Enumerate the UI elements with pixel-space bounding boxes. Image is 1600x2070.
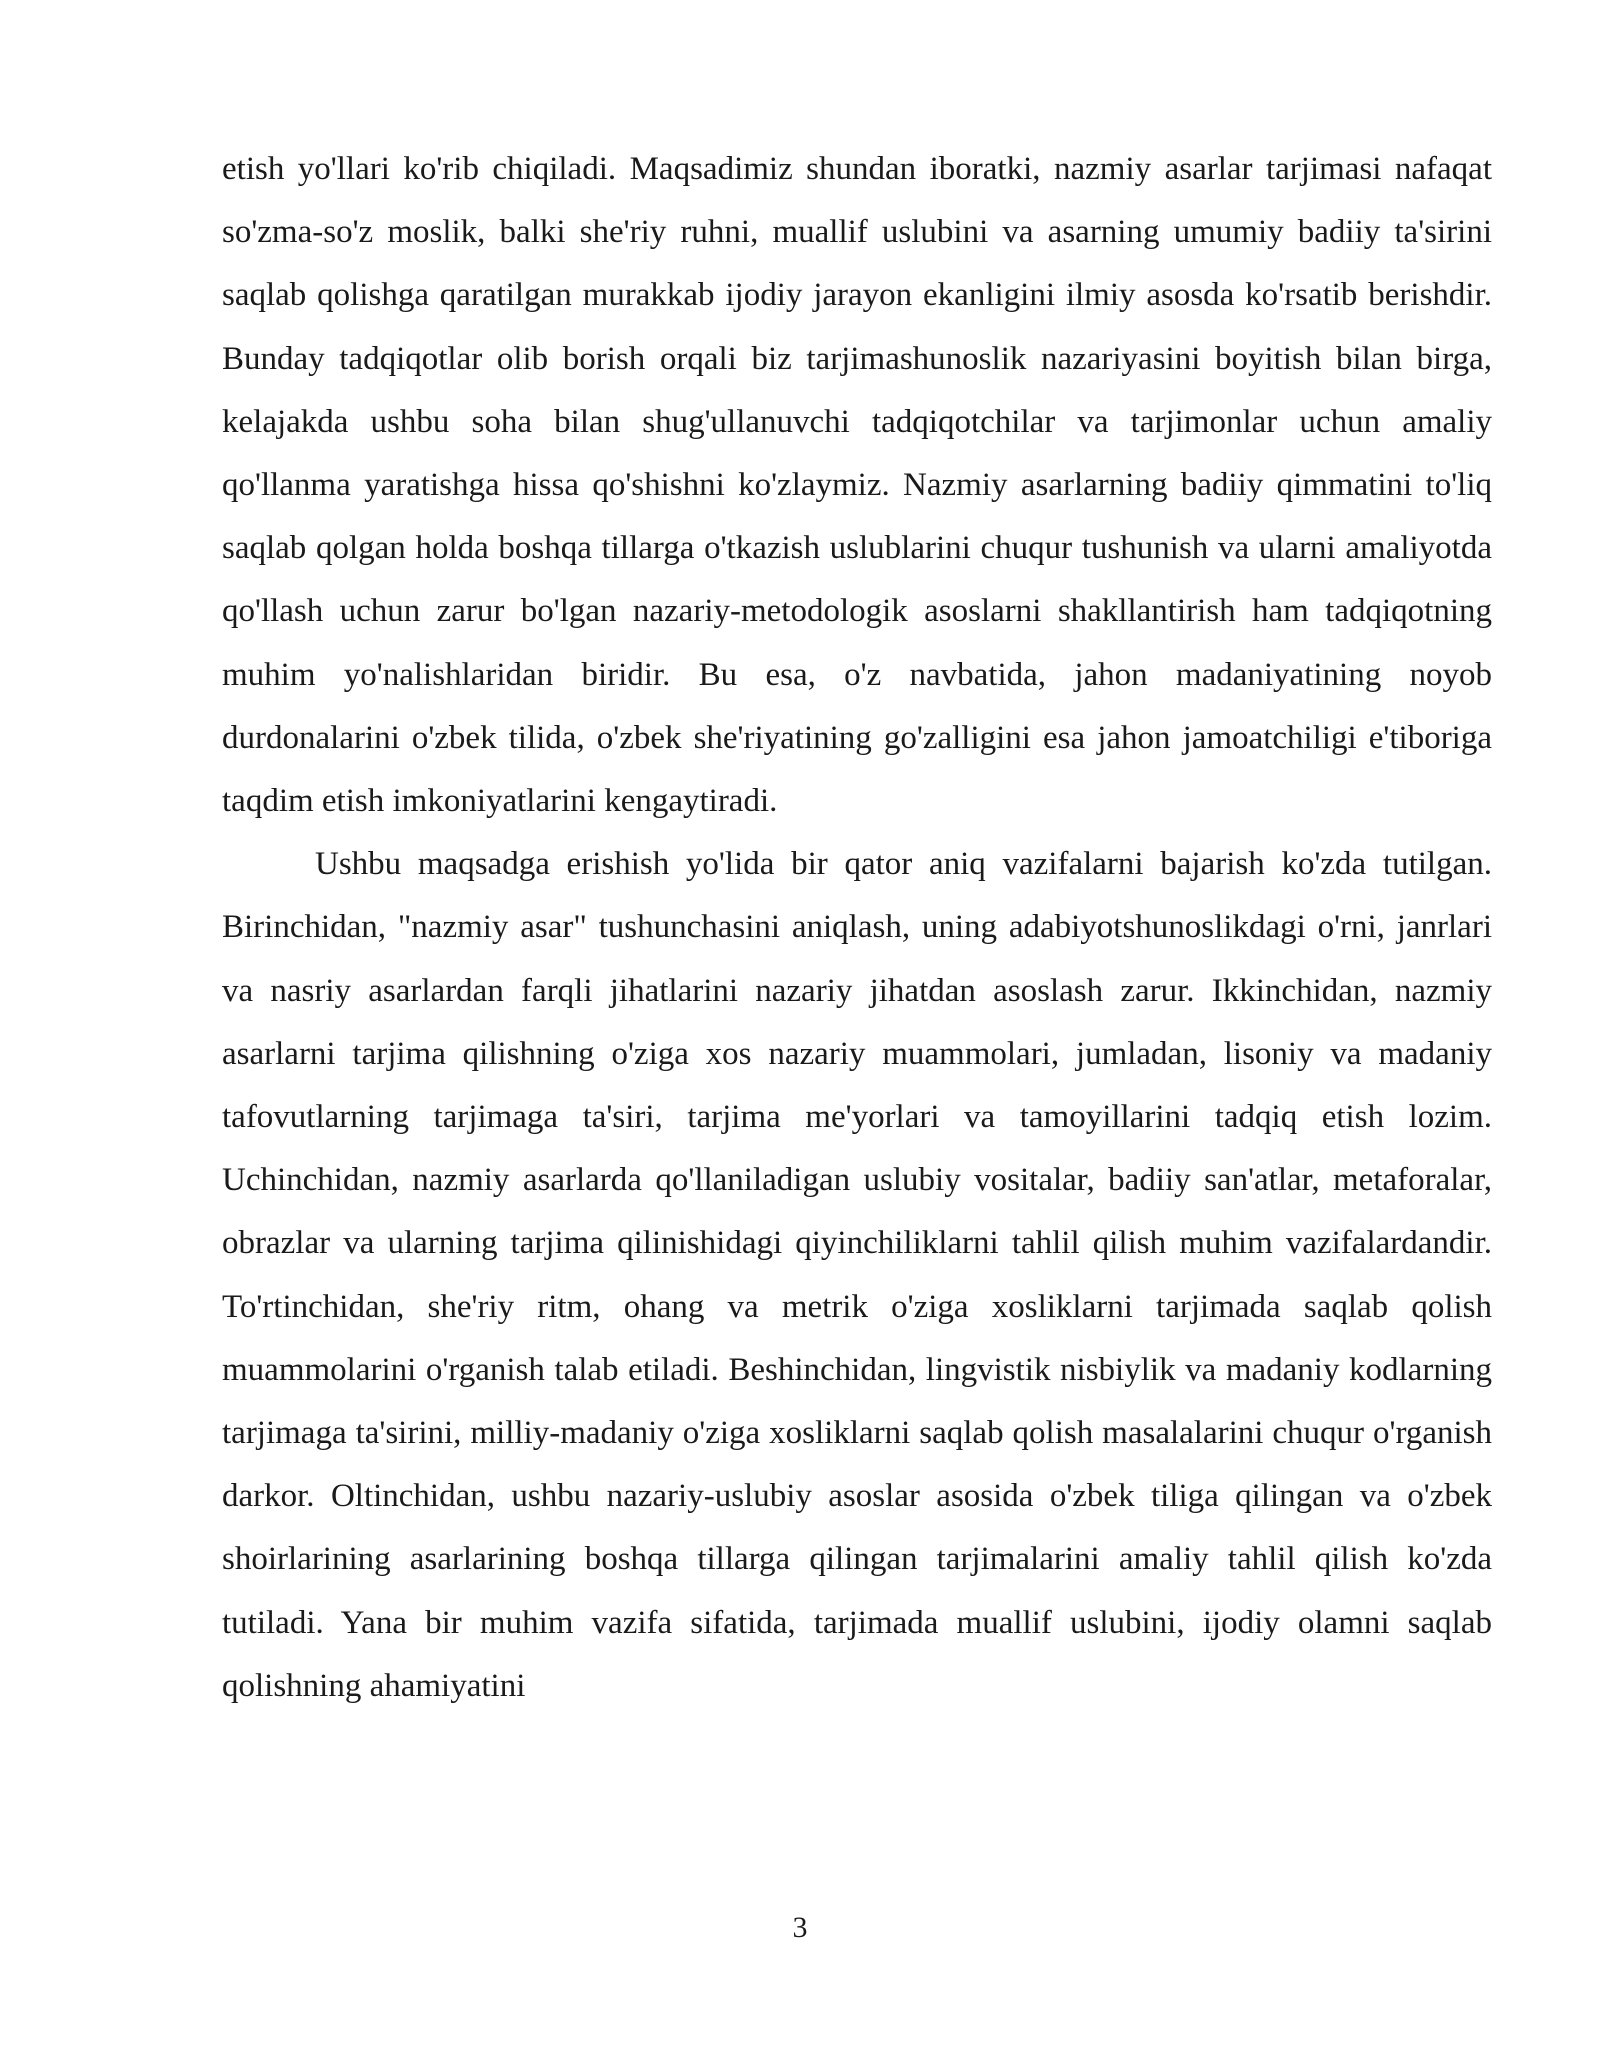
page-number: 3: [792, 1911, 808, 1944]
paragraph-2: Ushbu maqsadga erishish yo'lida bir qator aniq vazifalarni bajarish ko'zda tutilgan. Birinchidan, "nazmiy asar" tushunchasini aniqlash, uning adabiyotshunoslikdagi o'rni, janrlari va nasriy asarlardan farqli jihatlarini nazariy jihatdan asoslash zarur. Ikkinchidan, nazmiy asarlarni tarjima qilishning o'ziga xos nazariy muammolari, jumladan, lisoniy va madaniy tafovutlarning tarjimaga ta'siri, tarjima me'yorlari va tamoyillarini tadqiq etish lozim. Uchinchidan, nazmiy asarlarda qo'llaniladigan uslubiy vositalar, badiiy san'atlar, metaforalar, obrazlar va ularning tarjima qilinishidagi qiyinchiliklarni tahlil qilish muhim vazifalardandir. To'rtinchidan, she'riy ritm, ohang va metrik o'ziga xosliklarni tarjimada saqlab qolish muammolarini o'rganish talab etiladi. Beshinchidan, lingvistik nisbiylik va madaniy kodlarning tarjimaga ta'sirini, milliy-madaniy o'ziga xosliklarni saqlab qolish masalalarini chuqur o'rganish darkor. Oltinchidan, ushbu nazariy-uslubiy asoslar asosida o'zbek tiliga qilingan va o'zbek shoirlarining asarlarining boshqa tillarga qilingan tarjimalarini amaliy tahlil qilish ko'zda tutiladi. Yana bir muhim vazifa sifatida, tarjimada muallif uslubini, ijodiy olamni saqlab qolishning ahamiyatini: [222, 846, 1492, 1704]
paragraph-1: etish yo'llari ko'rib chiqiladi. Maqsadimiz shundan iboratki, nazmiy asarlar tarjimasi nafaqat so'zma-so'z moslik, balki she'riy ruhni, muallif uslubini va asarning umumiy badiiy ta'sirini saqlab qolishga qaratilgan murakkab ijodiy jarayon ekanligini ilmiy asosda ko'rsatib berishdir. Bunday tadqiqotlar olib borish orqali biz tarjimashunoslik nazariyasini boyitish bilan birga, kelajakda ushbu soha bilan shug'ullanuvchi tadqiqotchilar va tarjimonlar uchun amaliy qo'llanma yaratishga hissa qo'shishni ko'zlaymiz. Nazmiy asarlarning badiiy qimmatini to'liq saqlab qolgan holda boshqa tillarga o'tkazish uslublarini chuqur tushunish va ularni amaliyotda qo'llash uchun zarur bo'lgan nazariy-metodologik asoslarni shakllantirish ham tadqiqotning muhim yo'nalishlaridan biridir. Bu esa, o'z navbatida, jahon madaniyatining noyob durdonalarini o'zbek tilida, o'zbek she'riyatining go'zalligini esa jahon jamoatchiligi e'tiboriga taqdim etish imkoniyatlarini kengaytiradi.: [222, 151, 1492, 820]
body-text: [222, 138, 1492, 1718]
